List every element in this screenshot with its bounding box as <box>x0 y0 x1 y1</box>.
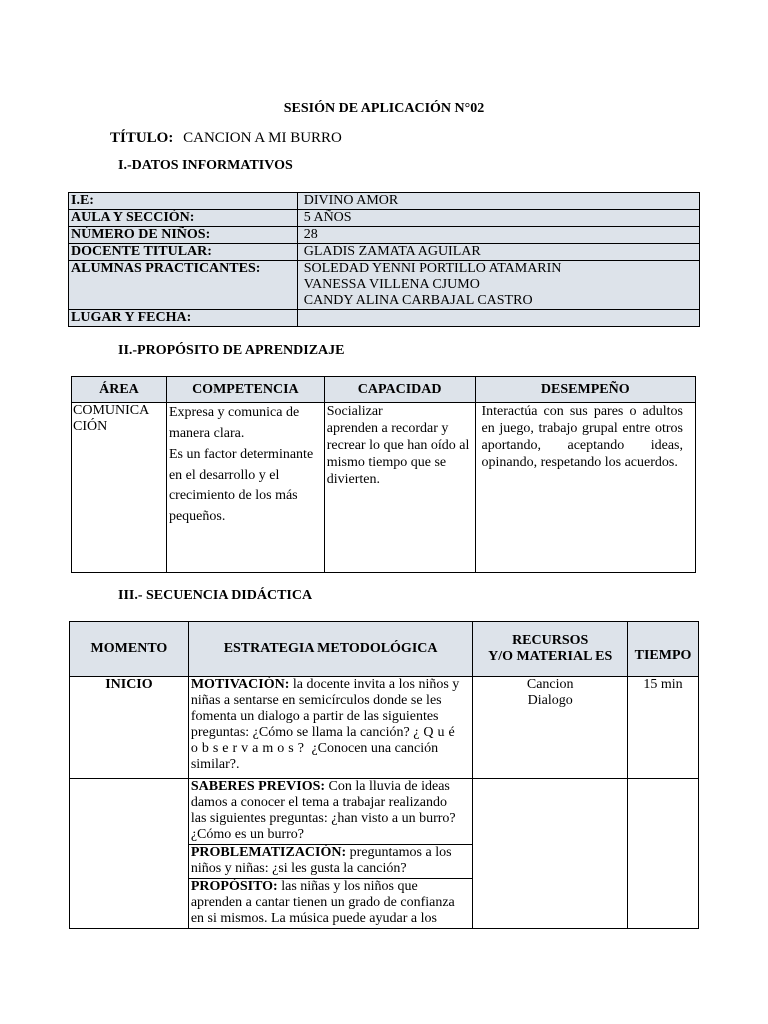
proposito-header-row <box>72 377 696 403</box>
datos-value: GLADIS ZAMATA AGUILAR <box>297 244 699 261</box>
saberes-cell <box>188 779 473 845</box>
motivacion-cell <box>188 677 473 779</box>
datos-row <box>69 261 700 310</box>
competencia-text-1: Expresa y comunica de manera clara. <box>168 405 300 441</box>
saberes-row <box>70 779 699 845</box>
competencia-cell <box>166 403 324 573</box>
recursos-header: RECURSOS Y/O MATERIAL ES <box>473 622 628 677</box>
saberes-label: SABERES PREVIOS: <box>190 779 326 794</box>
datos-value: 28 <box>297 227 699 244</box>
datos-row <box>69 310 700 327</box>
proposito-cell <box>188 879 473 929</box>
competencia-text-2: Es un factor determinante en el desarrollo y el crecimiento de los más pequeños. <box>168 447 314 524</box>
competencia-header: COMPETENCIA <box>166 377 324 403</box>
motivacion-label: MOTIVACIÓN: <box>190 677 290 692</box>
recursos-empty-cell <box>473 779 628 929</box>
motivacion-end: ¿Conocen una canción similar?. <box>190 741 439 772</box>
datos-label: NÚMERO DE NIÑOS: <box>69 227 298 244</box>
datos-label: ALUMNAS PRACTICANTES: <box>69 261 298 310</box>
momento-empty-cell <box>70 779 189 929</box>
desempeno-cell: Interactúa con sus pares o adultos en juego, trabajo grupal entre otros aportando, aceptando ideas, opinando, respetando los acuerdos. <box>475 403 696 573</box>
capacidad-header: CAPACIDAD <box>324 377 475 403</box>
tiempo-empty-cell <box>628 779 699 929</box>
saberes-text: Con la lluvia de ideas damos a conocer el tema a trabajar realizando las siguientes preguntas: ¿han visto a un burro? ¿Cómo es un burro? <box>190 779 456 842</box>
datos-row <box>69 210 700 227</box>
proposito-row <box>72 403 696 573</box>
title-label: TÍTULO: <box>110 130 174 146</box>
datos-label: I.E: <box>69 193 298 210</box>
problematizacion-text: preguntamos a los niños y niñas: ¿si les gusta la canción? <box>190 845 452 876</box>
datos-row <box>69 227 700 244</box>
datos-value: SOLEDAD YENNI PORTILLO ATAMARIN VANESSA VILLENA CJUMO CANDY ALINA CARBAJAL CASTRO <box>297 261 699 310</box>
inicio-cell: INICIO <box>70 677 189 779</box>
secuencia-header-row <box>70 622 699 677</box>
desempeno-header: DESEMPEÑO <box>475 377 696 403</box>
estrategia-header: ESTRATEGIA METODOLÓGICA <box>188 622 473 677</box>
tiempo-cell: 15 min <box>628 677 699 779</box>
section-datos-heading: I.-DATOS INFORMATIVOS <box>118 158 293 173</box>
momento-header: MOMENTO <box>70 622 189 677</box>
datos-row <box>69 244 700 261</box>
tiempo-header: TIEMPO <box>628 622 699 677</box>
recursos-cell: Cancion Dialogo <box>473 677 628 779</box>
datos-label: LUGAR Y FECHA: <box>69 310 298 327</box>
capacidad-cell: Socializar aprenden a recordar y recrear lo que han oído al mismo tiempo que se divierten. <box>324 403 475 573</box>
datos-value <box>297 310 699 327</box>
datos-value: DIVINO AMOR <box>297 193 699 210</box>
problematizacion-cell <box>188 845 473 879</box>
datos-row <box>69 193 700 210</box>
proposito-text: las niñas y los niños que aprenden a cantar tienen un grado de confianza en si mismos. La música puede ayudar a los <box>190 879 455 926</box>
inicio-row <box>70 677 699 779</box>
area-cell: COMUNICA CIÓN <box>72 403 167 573</box>
datos-informativos-table <box>68 192 700 327</box>
motivacion-text: la docente invita a los niños y niñas a sentarse en semicírculos donde se les fomenta un dialogo a partir de las siguientes preguntas: ¿Cómo se llama la canción? <box>190 677 460 740</box>
datos-label: AULA Y SECCIÓN: <box>69 210 298 227</box>
motivacion-question: ¿Qué observamos? <box>190 725 459 756</box>
problematizacion-label: PROBLEMATIZACIÓN: <box>190 845 347 860</box>
area-header: ÁREA <box>72 377 167 403</box>
secuencia-table <box>69 621 699 929</box>
datos-label: DOCENTE TITULAR: <box>69 244 298 261</box>
proposito-table <box>71 376 696 573</box>
section-secuencia-heading: III.- SECUENCIA DIDÁCTICA <box>118 588 313 603</box>
datos-value: 5 AÑOS <box>297 210 699 227</box>
title-line <box>110 130 342 147</box>
section-proposito-heading: II.-PROPÓSITO DE APRENDIZAJE <box>118 343 345 358</box>
session-title: SESIÓN DE APLICACIÓN N°02 <box>283 101 485 116</box>
title-value: CANCION A MI BURRO <box>183 130 342 146</box>
proposito-label: PROPÓSITO: <box>190 879 278 894</box>
